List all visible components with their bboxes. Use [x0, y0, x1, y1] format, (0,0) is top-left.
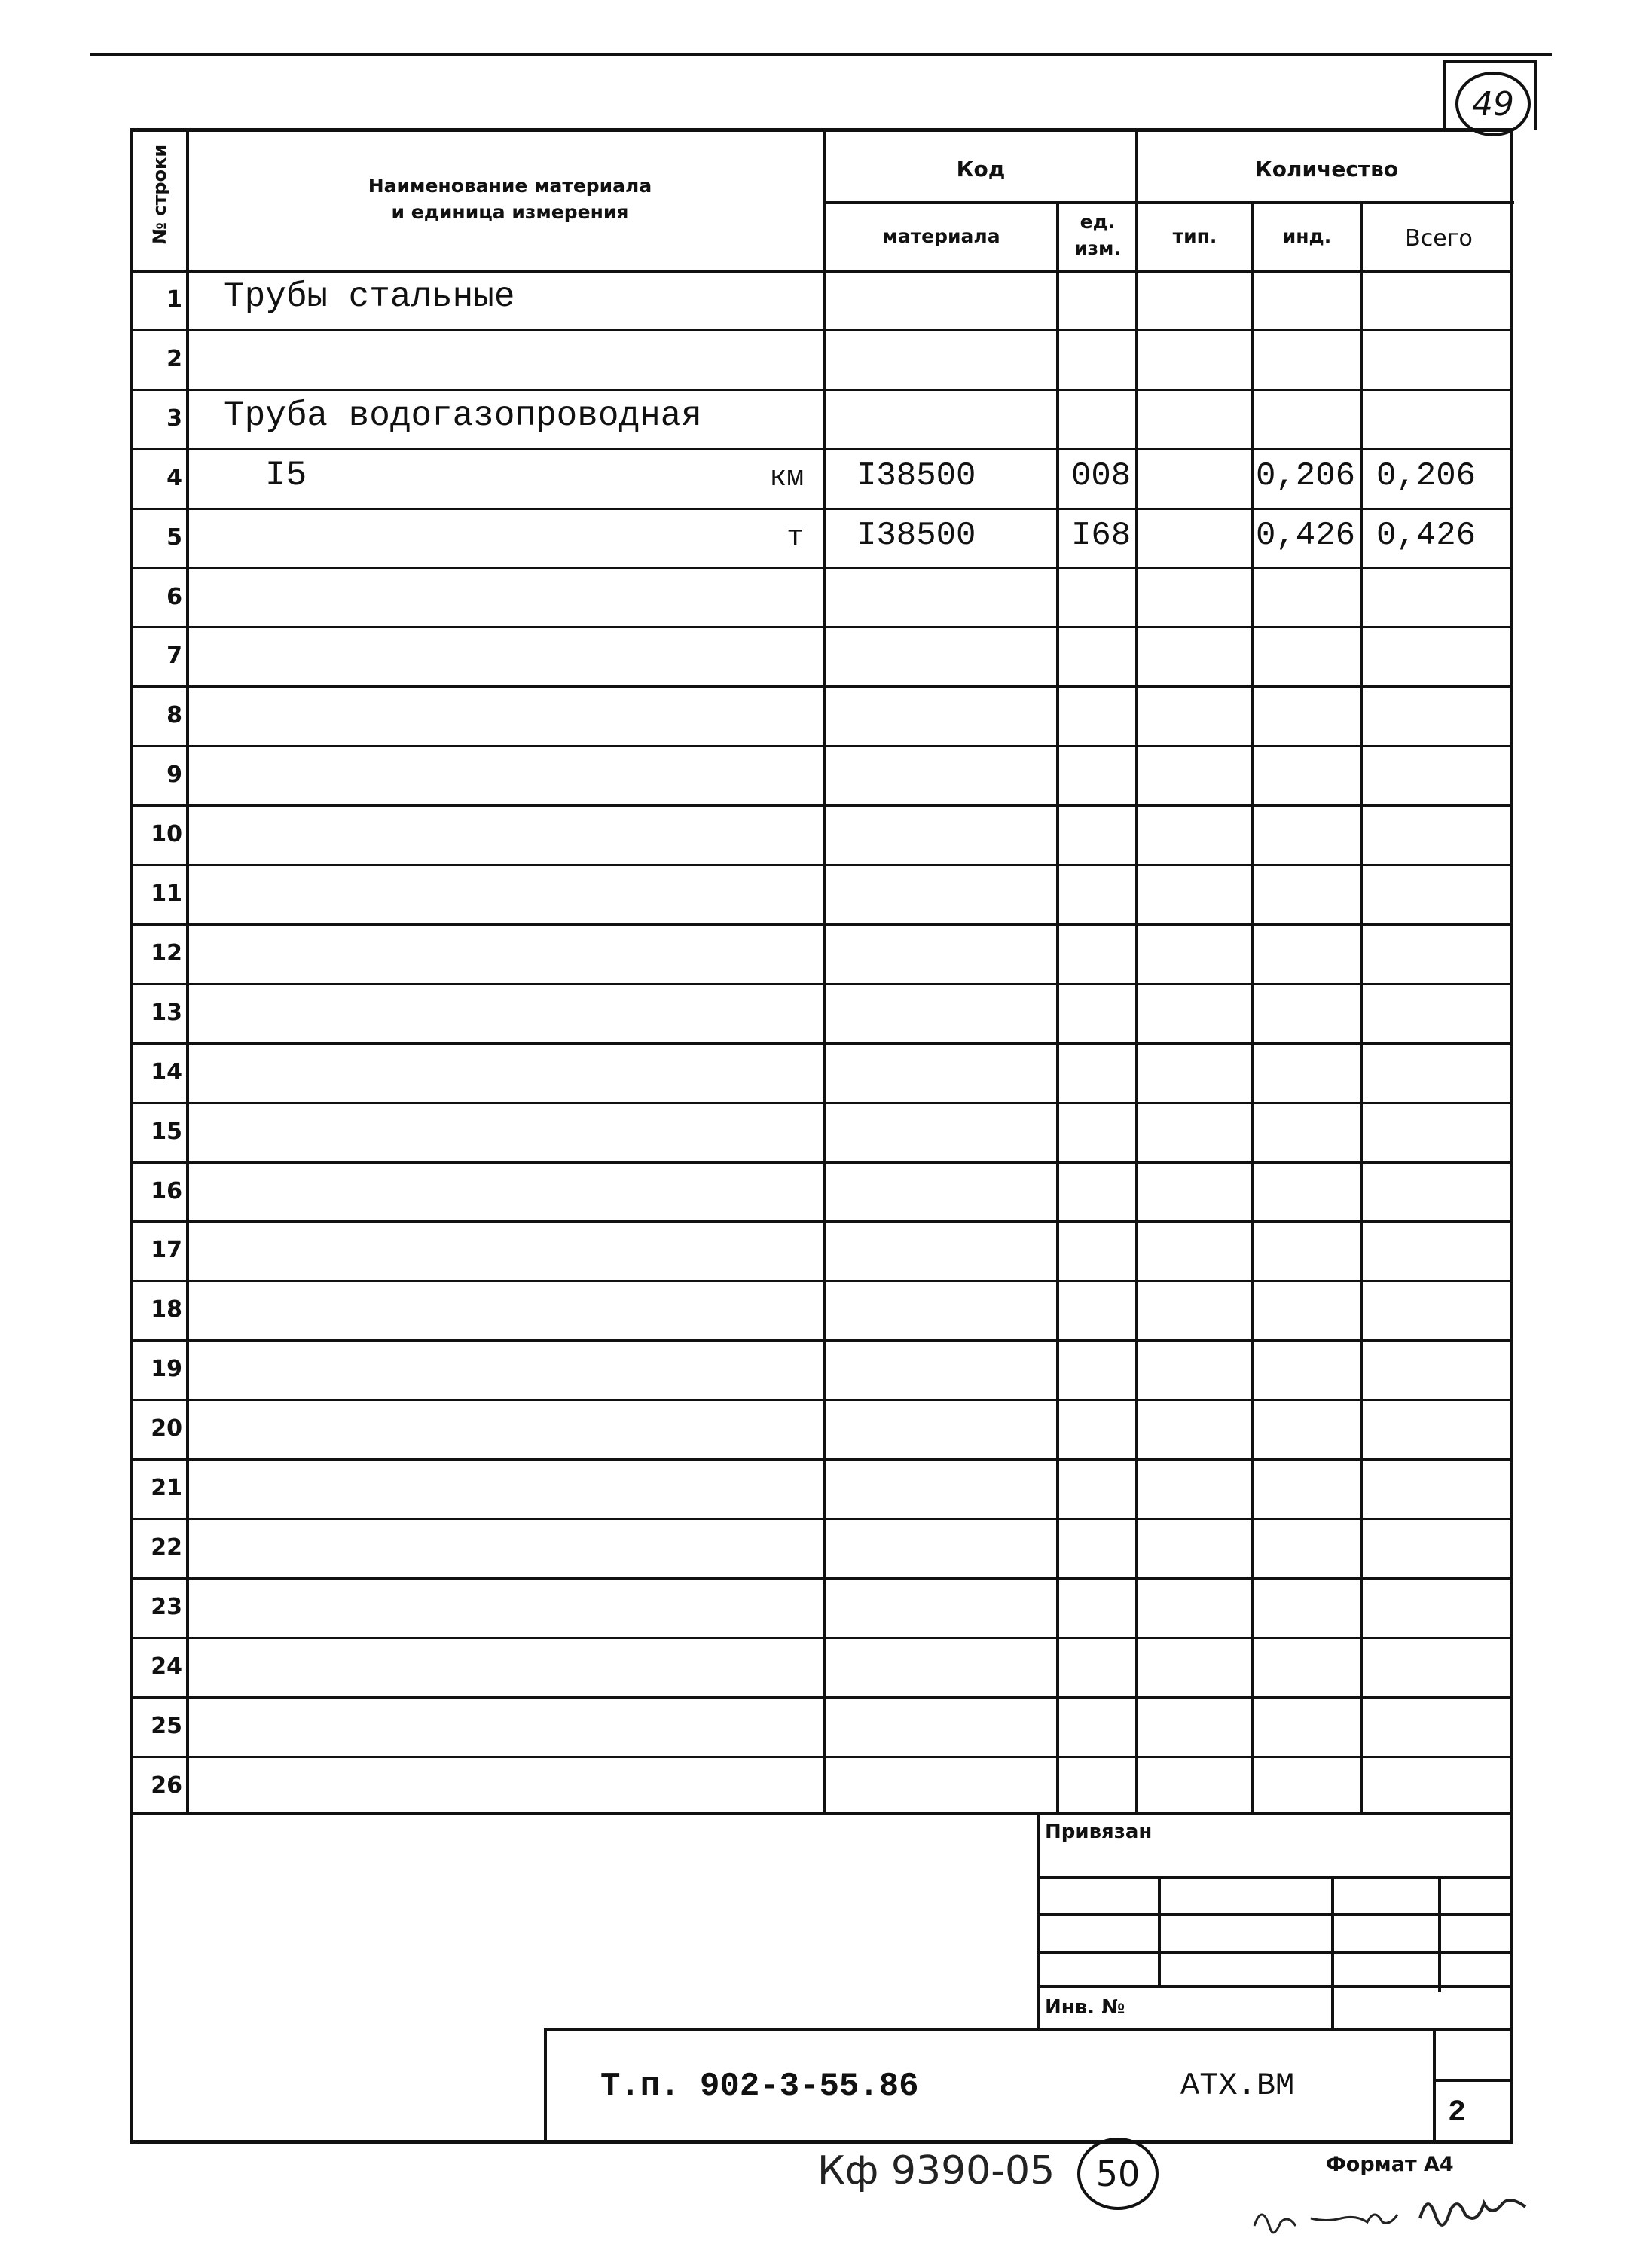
- top-border-line: [90, 53, 1552, 56]
- row-number: 11: [151, 881, 182, 907]
- materials-table: [130, 128, 1513, 2144]
- copy-code: Кф 9390-05: [817, 2148, 1055, 2193]
- material-code: I38500: [857, 516, 976, 554]
- qty-individual: 0,206: [1256, 456, 1356, 495]
- row-divider: [133, 1458, 1513, 1461]
- row-number: 20: [151, 1415, 182, 1442]
- material-name: I5: [265, 455, 307, 495]
- row-number: 24: [151, 1653, 182, 1680]
- row-divider: [133, 983, 1513, 985]
- row-divider: [133, 626, 1513, 628]
- row-divider: [133, 567, 1513, 569]
- row-number: 14: [151, 1058, 182, 1085]
- row-divider: [133, 1518, 1513, 1520]
- row-divider: [133, 923, 1513, 926]
- row-number: 1: [166, 286, 182, 313]
- row-number: 18: [151, 1296, 182, 1323]
- row-divider: [133, 804, 1513, 807]
- stamp-line-3: [1037, 1951, 1513, 1954]
- row-number: 23: [151, 1593, 182, 1620]
- qty-type-header: тип.: [1172, 225, 1217, 247]
- row-divider: [133, 508, 1513, 510]
- row-divider: [133, 329, 1513, 331]
- title-right-line: [1433, 2028, 1436, 2144]
- format-label: Формат А4: [1326, 2153, 1454, 2176]
- qty-total-header: Всего: [1405, 225, 1473, 252]
- row-number: 13: [151, 999, 182, 1026]
- row-divider: [133, 1339, 1513, 1342]
- stamp-col-1: [1158, 1876, 1161, 1985]
- row-number: 26: [151, 1772, 182, 1799]
- row-divider: [133, 1042, 1513, 1045]
- stamp-col-2: [1331, 1876, 1334, 2030]
- row-number: 19: [151, 1356, 182, 1383]
- qty-total: 0,206: [1376, 456, 1477, 495]
- stamp-line-1: [1037, 1876, 1513, 1879]
- row-number: 9: [166, 762, 182, 789]
- row-number: 10: [151, 821, 182, 848]
- row-divider: [133, 1161, 1513, 1164]
- row-number: 2: [166, 345, 182, 372]
- quantity-group-header: Количество: [1254, 157, 1399, 182]
- linked-label: Привязан: [1045, 1821, 1153, 1843]
- row-number: 7: [166, 643, 182, 670]
- row-number: 3: [166, 404, 182, 432]
- row-divider: [133, 1756, 1513, 1758]
- handwritten-signature: [1247, 2188, 1548, 2256]
- row-divider: [133, 389, 1513, 391]
- row-divider: [133, 1220, 1513, 1223]
- unit-code-header-line2: изм.: [1074, 237, 1121, 259]
- title-block-divider: [1037, 1812, 1040, 2030]
- col-divider-name: [823, 132, 826, 1812]
- row-divider: [133, 864, 1513, 866]
- row-number: 4: [166, 464, 182, 491]
- material-name: Труба водогазопроводная: [224, 395, 702, 435]
- row-number: 22: [151, 1534, 182, 1561]
- unit-name: т: [786, 520, 804, 554]
- col-divider-code: [1135, 132, 1138, 1812]
- page-cell-line: [1433, 2079, 1513, 2082]
- row-divider: [133, 745, 1513, 747]
- row-number: 12: [151, 939, 182, 966]
- row-divider: [133, 685, 1513, 688]
- row-divider: [133, 1696, 1513, 1699]
- row-divider: [133, 1577, 1513, 1580]
- row-number: 6: [166, 583, 182, 610]
- stamp-line-4: [1037, 1985, 1513, 1988]
- row-divider: [133, 1399, 1513, 1401]
- unit-code-header-line1: ед.: [1080, 211, 1116, 233]
- name-header-line2: и единица измерения: [391, 201, 629, 223]
- sheet-number: 49: [1455, 72, 1531, 136]
- material-code: I38500: [857, 456, 976, 495]
- col-divider-type: [1251, 201, 1254, 1812]
- col-divider-ind: [1360, 201, 1363, 1812]
- row-divider: [133, 1102, 1513, 1104]
- row-number: 25: [151, 1712, 182, 1739]
- document-section: АТХ.ВМ: [1180, 2068, 1295, 2104]
- stamp-col-3: [1438, 1876, 1441, 1992]
- inventory-label: Инв. №: [1045, 1996, 1125, 2019]
- page-number: 2: [1448, 2096, 1467, 2130]
- row-number: 17: [151, 1237, 182, 1264]
- header-bottom-line: [133, 270, 1513, 273]
- unit-code: 008: [1071, 456, 1131, 495]
- title-top-line: [544, 2028, 1513, 2031]
- header-subdivider: [823, 201, 1514, 204]
- qty-individual: 0,426: [1256, 516, 1356, 554]
- qty-ind-header: инд.: [1282, 225, 1332, 247]
- row-number: 5: [166, 524, 182, 551]
- row-divider: [133, 1637, 1513, 1639]
- col-divider-rowno: [186, 132, 189, 1812]
- row-number: 8: [166, 702, 182, 729]
- row-number-header: № строки: [149, 144, 170, 244]
- material-name: Трубы стальные: [224, 277, 515, 316]
- row-number: 15: [151, 1118, 182, 1145]
- table-bottom-line: [133, 1812, 1513, 1815]
- stamp-line-2: [1037, 1913, 1513, 1916]
- copy-page-number: 50: [1077, 2138, 1159, 2210]
- row-divider: [133, 448, 1513, 450]
- unit-name: км: [769, 461, 804, 494]
- title-left-line: [544, 2028, 547, 2144]
- col-divider-material: [1056, 201, 1059, 1812]
- code-group-header: Код: [956, 157, 1006, 182]
- name-header-line1: Наименование материала: [368, 175, 652, 197]
- row-divider: [133, 1280, 1513, 1282]
- qty-total: 0,426: [1376, 516, 1477, 554]
- row-number: 16: [151, 1177, 182, 1204]
- document-code: Т.п. 902-3-55.86: [600, 2068, 919, 2105]
- material-code-header: материала: [882, 225, 1000, 247]
- unit-code: I68: [1071, 516, 1131, 554]
- row-number: 21: [151, 1475, 182, 1501]
